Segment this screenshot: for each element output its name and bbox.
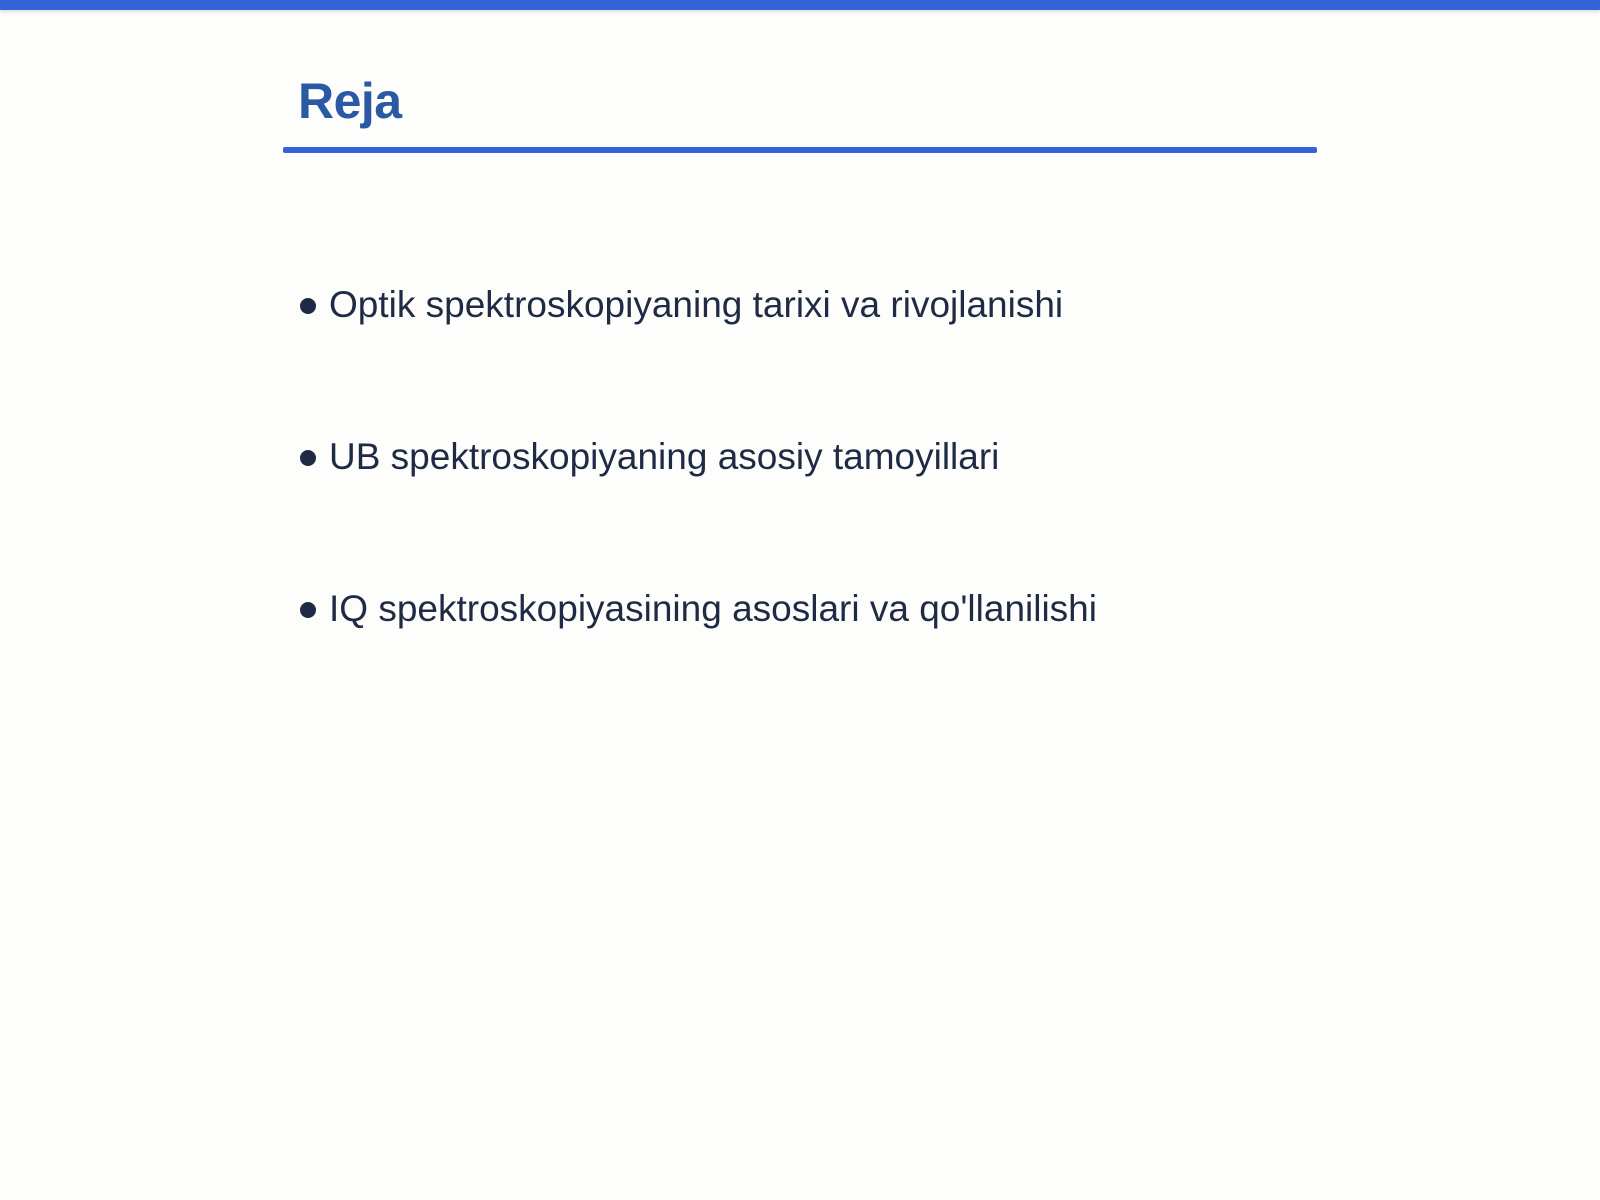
agenda-item-label: IQ spektroskopiyasining asoslari va qo'llanilishi: [329, 588, 1097, 629]
bullet-icon: [300, 450, 316, 466]
slide-title: Reja: [298, 73, 402, 129]
agenda-item-ir-basics: [300, 579, 1097, 731]
agenda-item-label: Optik spektroskopiyaning tarixi va rivojlanishi: [329, 284, 1064, 325]
title-underline: [283, 147, 1317, 153]
bullet-icon: [300, 602, 316, 618]
agenda-item-history: [300, 275, 1097, 427]
agenda-item-uv-principles: [300, 427, 1097, 579]
agenda-item-label: UB spektroskopiyaning asosiy tamoyillari: [329, 436, 1000, 477]
bullet-icon: [300, 298, 316, 314]
top-accent-bar: [0, 0, 1600, 10]
agenda-list: [300, 275, 1097, 731]
